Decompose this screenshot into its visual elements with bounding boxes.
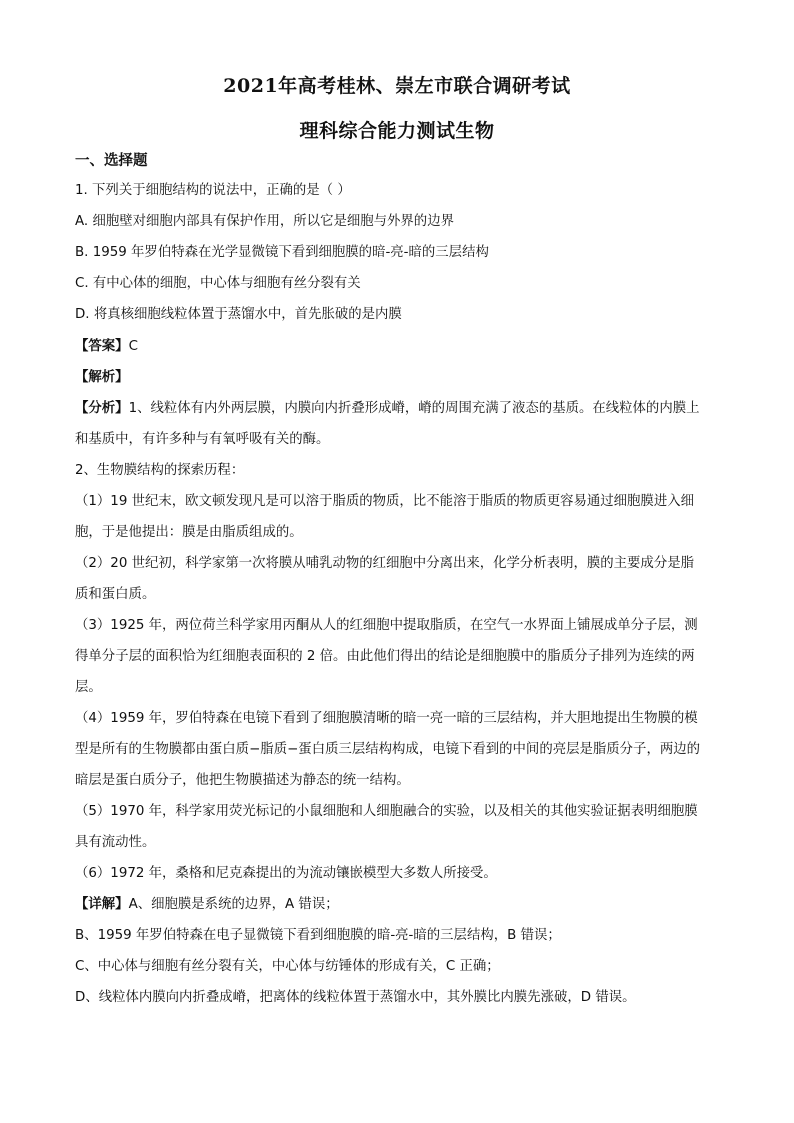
exam-subtitle: 理科综合能力测试生物 xyxy=(299,120,495,142)
fenxi-line-10: 层。 xyxy=(75,680,102,695)
fenxi-line-4: （1）19 世纪末，欧文顿发现凡是可以溶于脂质的物质，比不能溶于脂质的物质更容易通过细胞膜进入细 xyxy=(75,494,694,509)
xiangjie-label: 【 详解 】 xyxy=(75,897,129,912)
option-d: D. 将真核细胞线粒体置于蒸馏水中，首先胀破的是内膜 xyxy=(75,307,402,322)
option-c: C. 有中心体的细胞，中心体与细胞有丝分裂有关 xyxy=(75,276,361,291)
fenxi-line-9: 得单分子层的面积恰为红细胞表面积的 2 倍。由此他们得出的结论是细胞膜中的脂质分子排列为连续的两 xyxy=(75,649,695,664)
xiangjie-line-3: C、中心体与细胞有丝分裂有关，中心体与纺锤体的形成有关，C 正确； xyxy=(75,959,500,974)
fenxi-line-2: 和基质中，有许多种与有氧呼吸有关的酶。 xyxy=(75,432,330,447)
fenxi-line-11: （4）1959 年，罗伯特森在电镜下看到了细胞膜清晰的暗一亮一暗的三层结构，并大胆地提出生物膜的模 xyxy=(75,711,698,726)
xiangjie-line-1 xyxy=(75,896,339,914)
fenxi-line-1 xyxy=(75,400,700,418)
section-heading: 一、选择题 xyxy=(75,153,148,169)
xiangjie-text: A、细胞膜是系统的边界，A 错误； xyxy=(128,897,339,912)
fenxi-line-3: 2、生物膜结构的探索历程： xyxy=(75,463,245,478)
answer-line xyxy=(75,338,138,356)
fenxi-line-15: 具有流动性。 xyxy=(75,835,156,850)
exam-title: 2021年高考桂林、崇左市联合调研考试 xyxy=(223,75,571,97)
fenxi-line-5: 胞，于是他提出：膜是由脂质组成的。 xyxy=(75,525,303,540)
fenxi-text: 1、线粒体有内外两层膜，内膜向内折叠形成嵴，嵴的周围充满了液态的基质。在线粒体的内膜上 xyxy=(128,401,700,416)
xiangjie-line-2: B、1959 年罗伯特森在电子显微镜下看到细胞膜的暗-亮-暗的三层结构，B 错误； xyxy=(75,928,561,943)
fenxi-line-14: （5）1970 年，科学家用荧光标记的小鼠细胞和人细胞融合的实验，以及相关的其他实验证据表明细胞膜 xyxy=(75,804,698,819)
answer-value: C xyxy=(128,339,138,354)
fenxi-line-13: 暗层是蛋白质分子，他把生物膜描述为静态的统一结构。 xyxy=(75,773,410,788)
option-b: B. 1959 年罗伯特森在光学显微镜下看到细胞膜的暗-亮-暗的三层结构 xyxy=(75,245,489,260)
fenxi-label: 【 分析 】 xyxy=(75,401,129,416)
answer-label: 【 答案 】 xyxy=(75,339,129,354)
fenxi-line-6: （2）20 世纪初，科学家第一次将膜从哺乳动物的红细胞中分离出来，化学分析表明，膜的主要成分是脂 xyxy=(75,556,694,571)
question-stem: 1. 下列关于细胞结构的说法中，正确的是（ ） xyxy=(75,183,351,198)
analysis-heading xyxy=(75,369,129,387)
fenxi-line-7: 质和蛋白质。 xyxy=(75,587,156,602)
xiangjie-line-4: D、线粒体内膜向内折叠成嵴，把离体的线粒体置于蒸馏水中，其外膜比内膜先涨破，D 错误。 xyxy=(75,990,636,1005)
fenxi-line-16: （6）1972 年，桑格和尼克森提出的为流动镶嵌模型大多数人所接受。 xyxy=(75,866,497,881)
analysis-label: 【 解析 】 xyxy=(75,370,129,385)
option-a: A. 细胞壁对细胞内部具有保护作用，所以它是细胞与外界的边界 xyxy=(75,214,454,229)
fenxi-line-8: （3）1925 年，两位荷兰科学家用丙酮从人的红细胞中提取脂质，在空气一水界面上铺展成单分子层，测 xyxy=(75,618,698,633)
fenxi-line-12: 型是所有的生物膜都由蛋白质−脂质−蛋白质三层结构构成，电镜下看到的中间的亮层是脂质分子，两边的 xyxy=(75,742,701,757)
